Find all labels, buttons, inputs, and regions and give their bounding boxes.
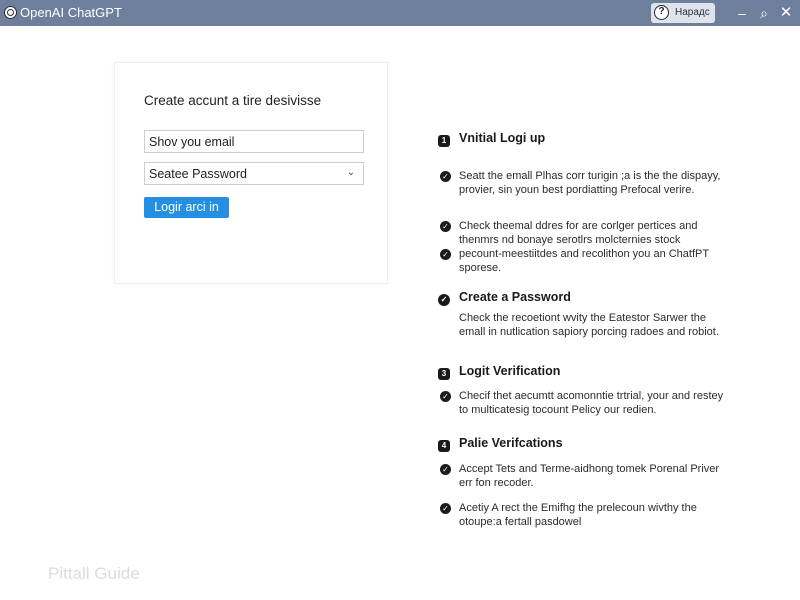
guide-section-heading xyxy=(438,289,571,306)
login-card xyxy=(114,62,388,284)
check-circle-icon: ✓ xyxy=(440,464,451,475)
close-icon[interactable]: ✕ xyxy=(779,4,793,21)
check-circle-icon: ✓ xyxy=(440,249,451,260)
guide-item-text: Seatt the emall Plhas corr turigin ;a is the the dispayy, provier, sin youn best pordiatting Prefocal verire. xyxy=(459,170,721,196)
guide-item-text: pecount-meestiitdes and recolithon you an ChatfPT sporese. xyxy=(459,248,709,274)
step-marker-icon: 1 xyxy=(438,135,450,147)
login-heading: Create accunt a tire desivisse xyxy=(144,93,322,108)
guide-item-text: Checif thet aecumtt acomonntie trtrial, your and restey to multicatesig tocount Pelicy our redien. xyxy=(459,390,724,416)
help-label: Нарадс xyxy=(675,7,710,18)
guide-item-text: Accept Tets and Terme-aidhong tomek Porenal Priver err fon recoder. xyxy=(459,463,720,489)
check-circle-icon: ✓ xyxy=(438,294,450,306)
guide-heading-text: Logit Verification xyxy=(459,364,561,378)
guide-item-text: Check theemal ddres for are corlger pertices and thenmrs nd bonaye serotlrs molcternies stock xyxy=(459,220,698,246)
email-field[interactable] xyxy=(144,130,364,153)
chevron-down-icon[interactable]: ⌄ xyxy=(346,167,356,178)
guide-section-heading xyxy=(438,130,545,147)
app-logo-icon xyxy=(4,6,17,19)
guide-item-text: Check the recoetiont wvity the Eatestor Sarwer the emall in nutlication sapiory porcing radoes and robiot. xyxy=(459,312,719,338)
check-circle-icon: ✓ xyxy=(440,171,451,182)
guide-heading-text: Palie Verifcations xyxy=(459,436,563,450)
guide-item-text: Acetiy A rect the Emifhg the prelecoun wivthy the otoupe:a fertall pasdowel xyxy=(459,502,697,528)
step-marker-icon: 3 xyxy=(438,368,450,380)
guide-heading-text: Create a Password xyxy=(459,290,571,304)
footer-watermark: Pittall Guide xyxy=(48,564,140,583)
password-field[interactable] xyxy=(144,162,364,185)
check-circle-icon: ✓ xyxy=(440,391,451,402)
help-button[interactable] xyxy=(651,3,715,23)
guide-section-heading xyxy=(438,435,563,452)
step-marker-icon: 4 xyxy=(438,440,450,452)
guide-heading-text: Vnitial Logi up xyxy=(459,131,546,145)
guide-section-heading xyxy=(438,363,560,380)
check-circle-icon: ✓ xyxy=(440,503,451,514)
login-button[interactable]: Logir arci in xyxy=(144,197,229,218)
search-icon[interactable]: ⌕ xyxy=(760,5,768,21)
help-icon: ? xyxy=(654,5,669,20)
check-circle-icon: ✓ xyxy=(440,221,451,232)
minimize-icon[interactable]: – xyxy=(738,5,746,21)
window-title: OpenAI ChatGPT xyxy=(20,5,122,20)
window-titlebar xyxy=(0,0,800,26)
